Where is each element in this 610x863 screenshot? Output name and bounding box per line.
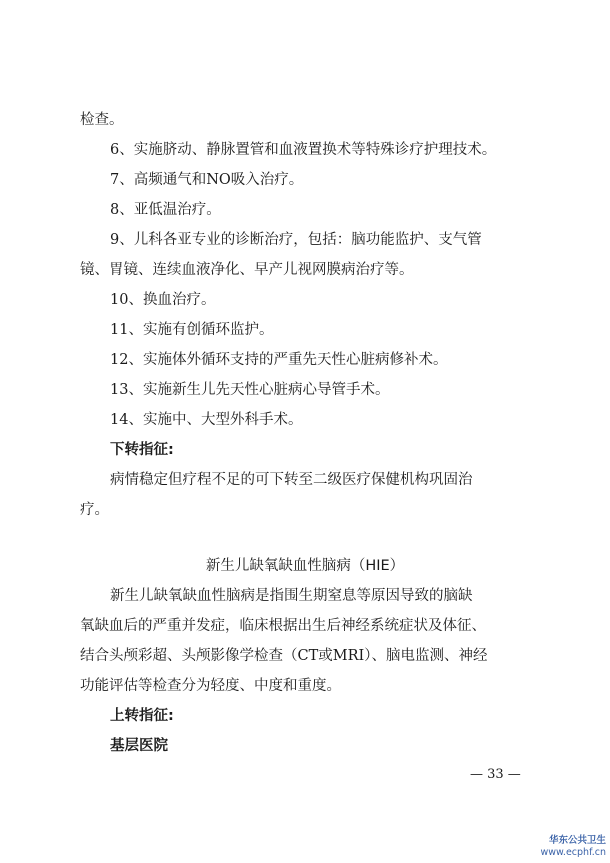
text-line: 病情稳定但疗程不足的可下转至二级医疗保健机构巩固治: [110, 472, 473, 488]
list-item: 9、儿科各亚专业的诊断治疗，包括：脑功能监护、支气管: [110, 232, 482, 248]
list-item: 7、高频通气和NO吸入治疗。: [110, 172, 304, 188]
section-label-downward-referral: 下转指征:: [110, 442, 174, 458]
watermark-title: 华东公共卫生: [548, 835, 606, 846]
subsection-label: 基层医院: [110, 738, 168, 754]
list-item: 8、亚低温治疗。: [110, 202, 221, 218]
section-heading: 新生儿缺氧缺血性脑病（HIE）: [205, 558, 405, 574]
text-line: 氧缺血后的严重并发症，临床根据出生后神经系统症状及体征、: [80, 618, 486, 634]
watermark: [541, 835, 607, 859]
text-line: 功能评估等检查分为轻度、中度和重度。: [80, 678, 341, 694]
text-line: 检查。: [80, 112, 124, 128]
text-line: 结合头颅彩超、头颅影像学检查（CT或MRI）、脑电监测、神经: [80, 648, 488, 664]
page-number: — 33 —: [470, 767, 521, 782]
list-item: 10、换血治疗。: [110, 292, 216, 308]
list-item: 11、实施有创循环监护。: [110, 322, 274, 338]
list-item: 13、实施新生儿先天性心脏病心导管手术。: [110, 382, 390, 398]
watermark-url: www.ecphf.cn: [540, 847, 606, 858]
list-item: 14、实施中、大型外科手术。: [110, 412, 303, 428]
section-label-upward-referral: 上转指征:: [110, 708, 174, 724]
text-line: 疗。: [80, 502, 109, 518]
text-line: 镜、胃镜、连续血液净化、早产儿视网膜病治疗等。: [80, 262, 414, 278]
list-item: 12、实施体外循环支持的严重先天性心脏病修补术。: [110, 352, 448, 368]
list-item: 6、实施脐动、静脉置管和血液置换术等特殊诊疗护理技术。: [110, 142, 497, 158]
text-line: 新生儿缺氧缺血性脑病是指围生期窒息等原因导致的脑缺: [110, 588, 473, 604]
